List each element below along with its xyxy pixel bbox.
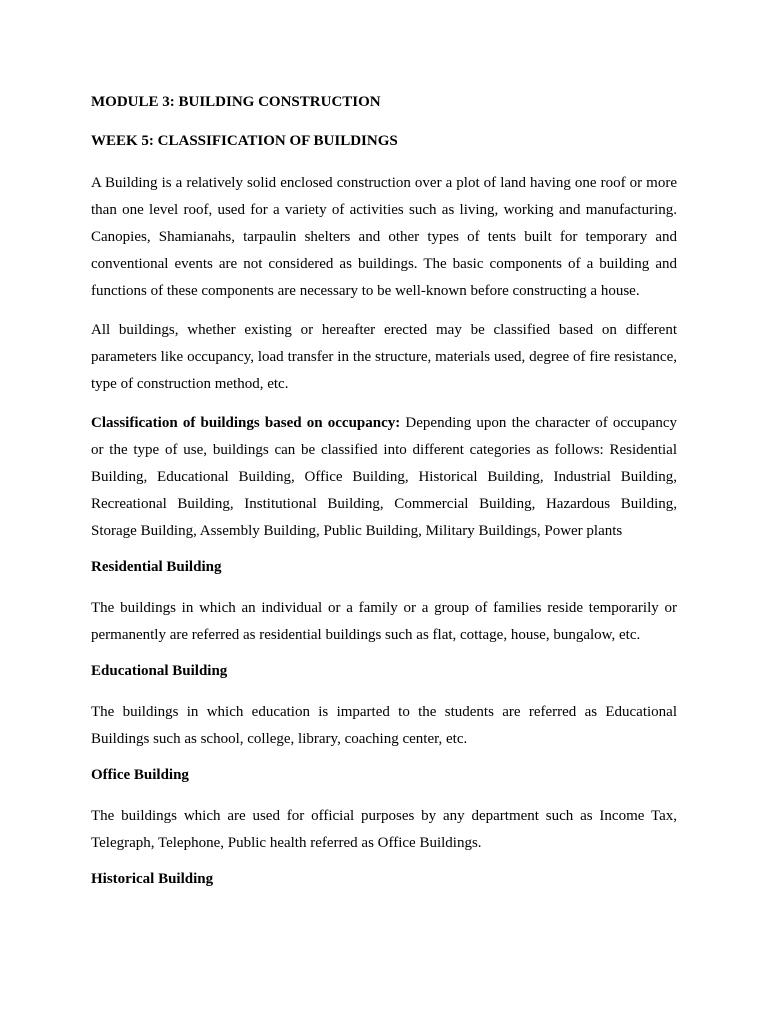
occupancy-lead: Classification of buildings based on occupancy: <box>91 415 401 431</box>
classification-paragraph: All buildings, whether existing or hereafter erected may be classified based on different parameters like occupancy, load transfer in the structure, materials used, degree of fire resistance, type of construction method, etc. <box>91 322 677 392</box>
section-body-office: The buildings which are used for official purposes by any department such as Income Tax, Telegraph, Telephone, Public health referred as Office Buildings. <box>91 808 677 851</box>
section-heading-educational: Educational Building <box>91 663 228 679</box>
document-page <box>91 92 677 907</box>
module-title: MODULE 3: BUILDING CONSTRUCTION <box>91 94 381 110</box>
section-heading-residential: Residential Building <box>91 559 222 575</box>
section-body-residential: The buildings in which an individual or a family or a group of families reside temporarily or permanently are referred as residential buildings such as flat, cottage, house, bungalow, etc. <box>91 600 677 643</box>
section-body-educational: The buildings in which education is imparted to the students are referred as Educational Buildings such as school, college, library, coaching center, etc. <box>91 704 677 747</box>
occupancy-text: Depending upon the character of occupancy or the type of use, buildings can be classified into different categories as follows: Residential Building, Educational Building, Office Building, Historical Building, Industrial Building, Recreational Building, Institutional Building, Commercial Building, Hazardous Building, Storage Building, Assembly Building, Public Building, Military Buildings, Power plants <box>91 415 677 539</box>
section-heading-office: Office Building <box>91 767 189 783</box>
intro-paragraph: A Building is a relatively solid enclosed construction over a plot of land having one roof or more than one level roof, used for a variety of activities such as living, working and manufacturing. Canopies, Shamianahs, tarpaulin shelters and other types of tents built for temporary and conventional events are not considered as buildings. The basic components of a building and functions of these components are necessary to be well-known before constructing a house. <box>91 175 677 299</box>
section-heading-historical: Historical Building <box>91 871 214 887</box>
occupancy-paragraph <box>91 410 677 545</box>
week-title: WEEK 5: CLASSIFICATION OF BUILDINGS <box>91 133 398 149</box>
